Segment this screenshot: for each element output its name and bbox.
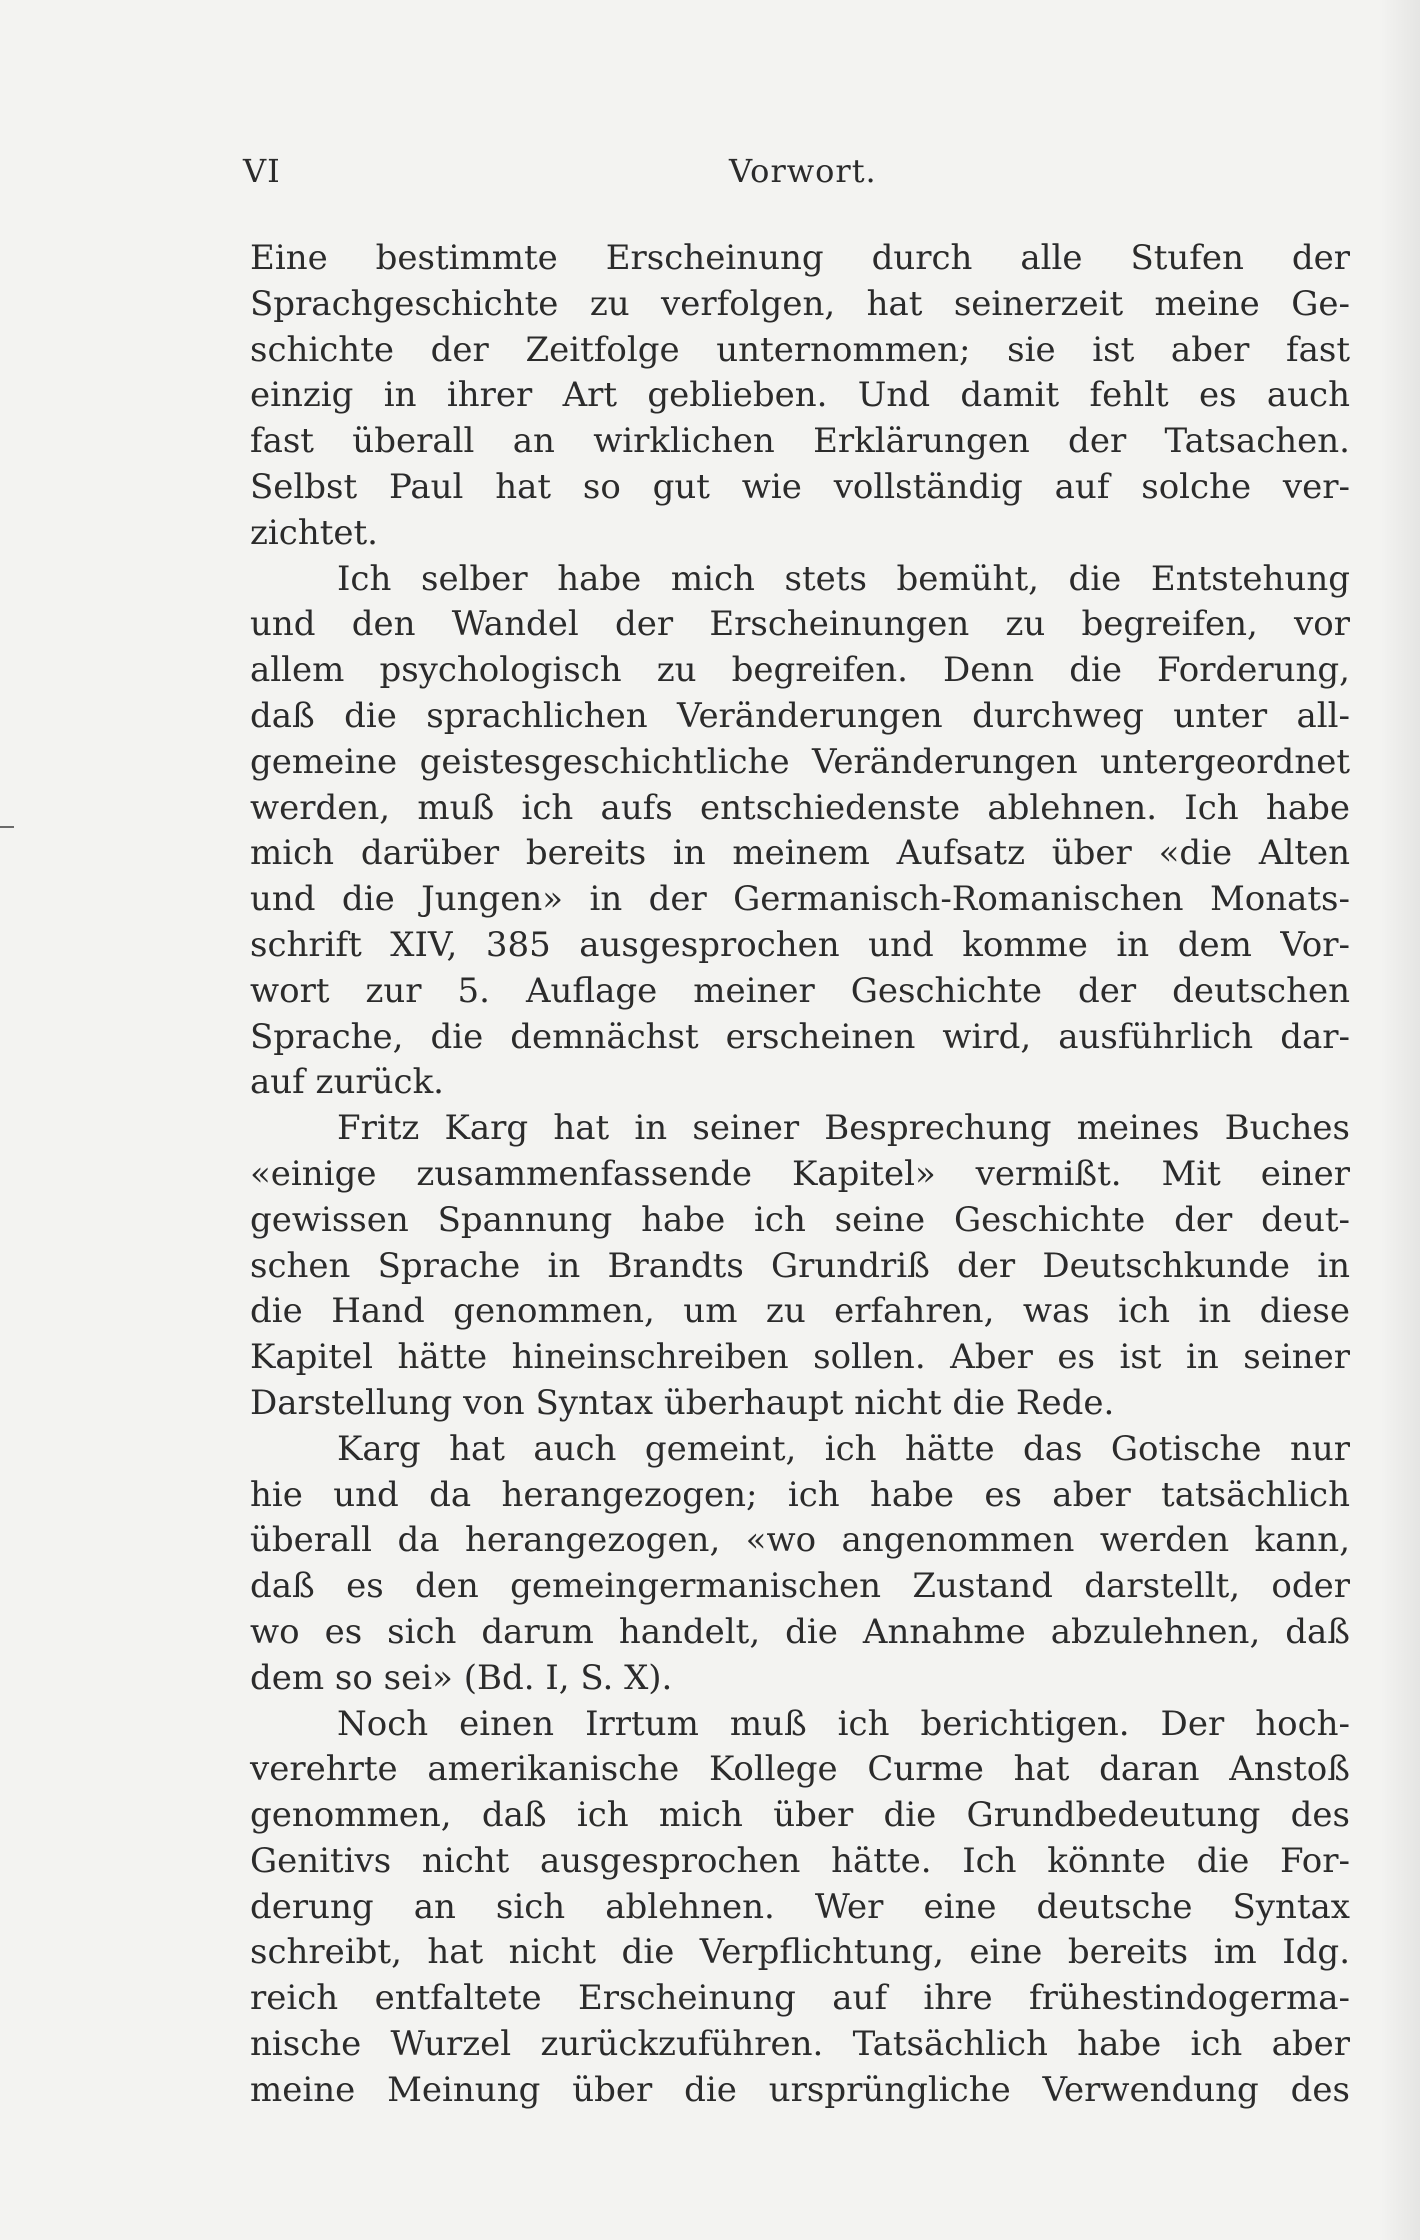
- text-line: Karg hat auch gemeint, ich hätte das Gotische nur: [337, 1428, 1350, 1469]
- text-line: überall da herangezogen, «wo angenommen werden kann,: [250, 1520, 1350, 1561]
- text-line: verehrte amerikanische Kollege Curme hat daran Anstoß: [250, 1749, 1350, 1790]
- text-line: werden, muß ich aufs entschiedenste ablehnen. Ich habe: [250, 787, 1350, 828]
- text-line: daß es den gemeingermanischen Zustand darstellt, oder: [250, 1566, 1350, 1607]
- text-line: und den Wandel der Erscheinungen zu begreifen, vor: [250, 604, 1350, 645]
- text-line: auf zurück.: [250, 1062, 444, 1103]
- text-line: derung an sich ablehnen. Wer eine deutsche Syntax: [250, 1886, 1350, 1927]
- text-line: wo es sich darum handelt, die Annahme abzulehnen, daß: [250, 1611, 1350, 1652]
- text-line: Sprachgeschichte zu verfolgen, hat seinerzeit meine Ge-: [250, 283, 1350, 324]
- text-line: Sprache, die demnächst erscheinen wird, ausführlich dar-: [250, 1016, 1350, 1057]
- text-line: «einige zusammenfassende Kapitel» vermißt. Mit einer: [250, 1153, 1350, 1194]
- text-line: gemeine geistesgeschichtliche Veränderungen untergeordnet: [250, 741, 1350, 782]
- text-line: zichtet.: [250, 512, 378, 553]
- text-line: mich darüber bereits in meinem Aufsatz über «die Alten: [250, 833, 1350, 874]
- text-line: nische Wurzel zurückzuführen. Tatsächlich habe ich aber: [250, 2024, 1350, 2065]
- running-title: Vorwort.: [729, 152, 877, 190]
- text-line: hie und da herangezogen; ich habe es aber tatsächlich: [250, 1474, 1350, 1515]
- text-line: daß die sprachlichen Veränderungen durchweg unter all-: [250, 695, 1350, 736]
- text-line: Darstellung von Syntax überhaupt nicht die Rede.: [250, 1382, 1115, 1423]
- text-line: allem psychologisch zu begreifen. Denn die Forderung,: [250, 650, 1350, 691]
- scan-shadow: [1380, 0, 1420, 2240]
- text-line: schen Sprache in Brandts Grundriß der Deutschkunde in: [250, 1245, 1350, 1286]
- text-line: die Hand genommen, um zu erfahren, was ich in diese: [250, 1291, 1350, 1332]
- text-line: schichte der Zeitfolge unternommen; sie ist aber fast: [250, 329, 1350, 370]
- text-line: Eine bestimmte Erscheinung durch alle Stufen der: [250, 238, 1350, 278]
- text-line: schrift XIV, 385 ausgesprochen und komme in dem Vor-: [250, 924, 1350, 965]
- text-line: schreibt, hat nicht die Verpflichtung, eine bereits im Idg.: [250, 1932, 1350, 1973]
- text-line: meine Meinung über die ursprüngliche Verwendung des: [250, 2069, 1350, 2110]
- page-number: VI: [243, 152, 281, 190]
- text-line: Noch einen Irrtum muß ich berichtigen. Der hoch-: [337, 1703, 1350, 1744]
- text-line: reich entfaltete Erscheinung auf ihre frühestindogerma-: [250, 1978, 1350, 2019]
- text-line: Ich selber habe mich stets bemüht, die Entstehung: [337, 558, 1350, 599]
- text-line: Selbst Paul hat so gut wie vollständig auf solche ver-: [250, 466, 1350, 507]
- margin-mark: [0, 826, 14, 828]
- text-line: einzig in ihrer Art geblieben. Und damit fehlt es auch: [250, 375, 1350, 416]
- text-line: Genitivs nicht ausgesprochen hätte. Ich könnte die For-: [250, 1840, 1350, 1881]
- text-line: fast überall an wirklichen Erklärungen der Tatsachen.: [250, 421, 1350, 462]
- text-line: Kapitel hätte hineinschreiben sollen. Aber es ist in seiner: [250, 1337, 1350, 1378]
- text-line: wort zur 5. Auflage meiner Geschichte der deutschen: [250, 970, 1350, 1011]
- page-header: [243, 152, 1353, 202]
- text-line: dem so sei» (Bd. I, S. X).: [250, 1657, 673, 1698]
- text-line: genommen, daß ich mich über die Grundbedeutung des: [250, 1795, 1350, 1836]
- text-line: und die Jungen» in der Germanisch-Romanischen Monats-: [250, 879, 1350, 920]
- text-line: gewissen Spannung habe ich seine Geschichte der deut-: [250, 1199, 1350, 1240]
- text-line: Fritz Karg hat in seiner Besprechung meines Buches: [337, 1108, 1350, 1149]
- body-text: [250, 236, 1350, 2114]
